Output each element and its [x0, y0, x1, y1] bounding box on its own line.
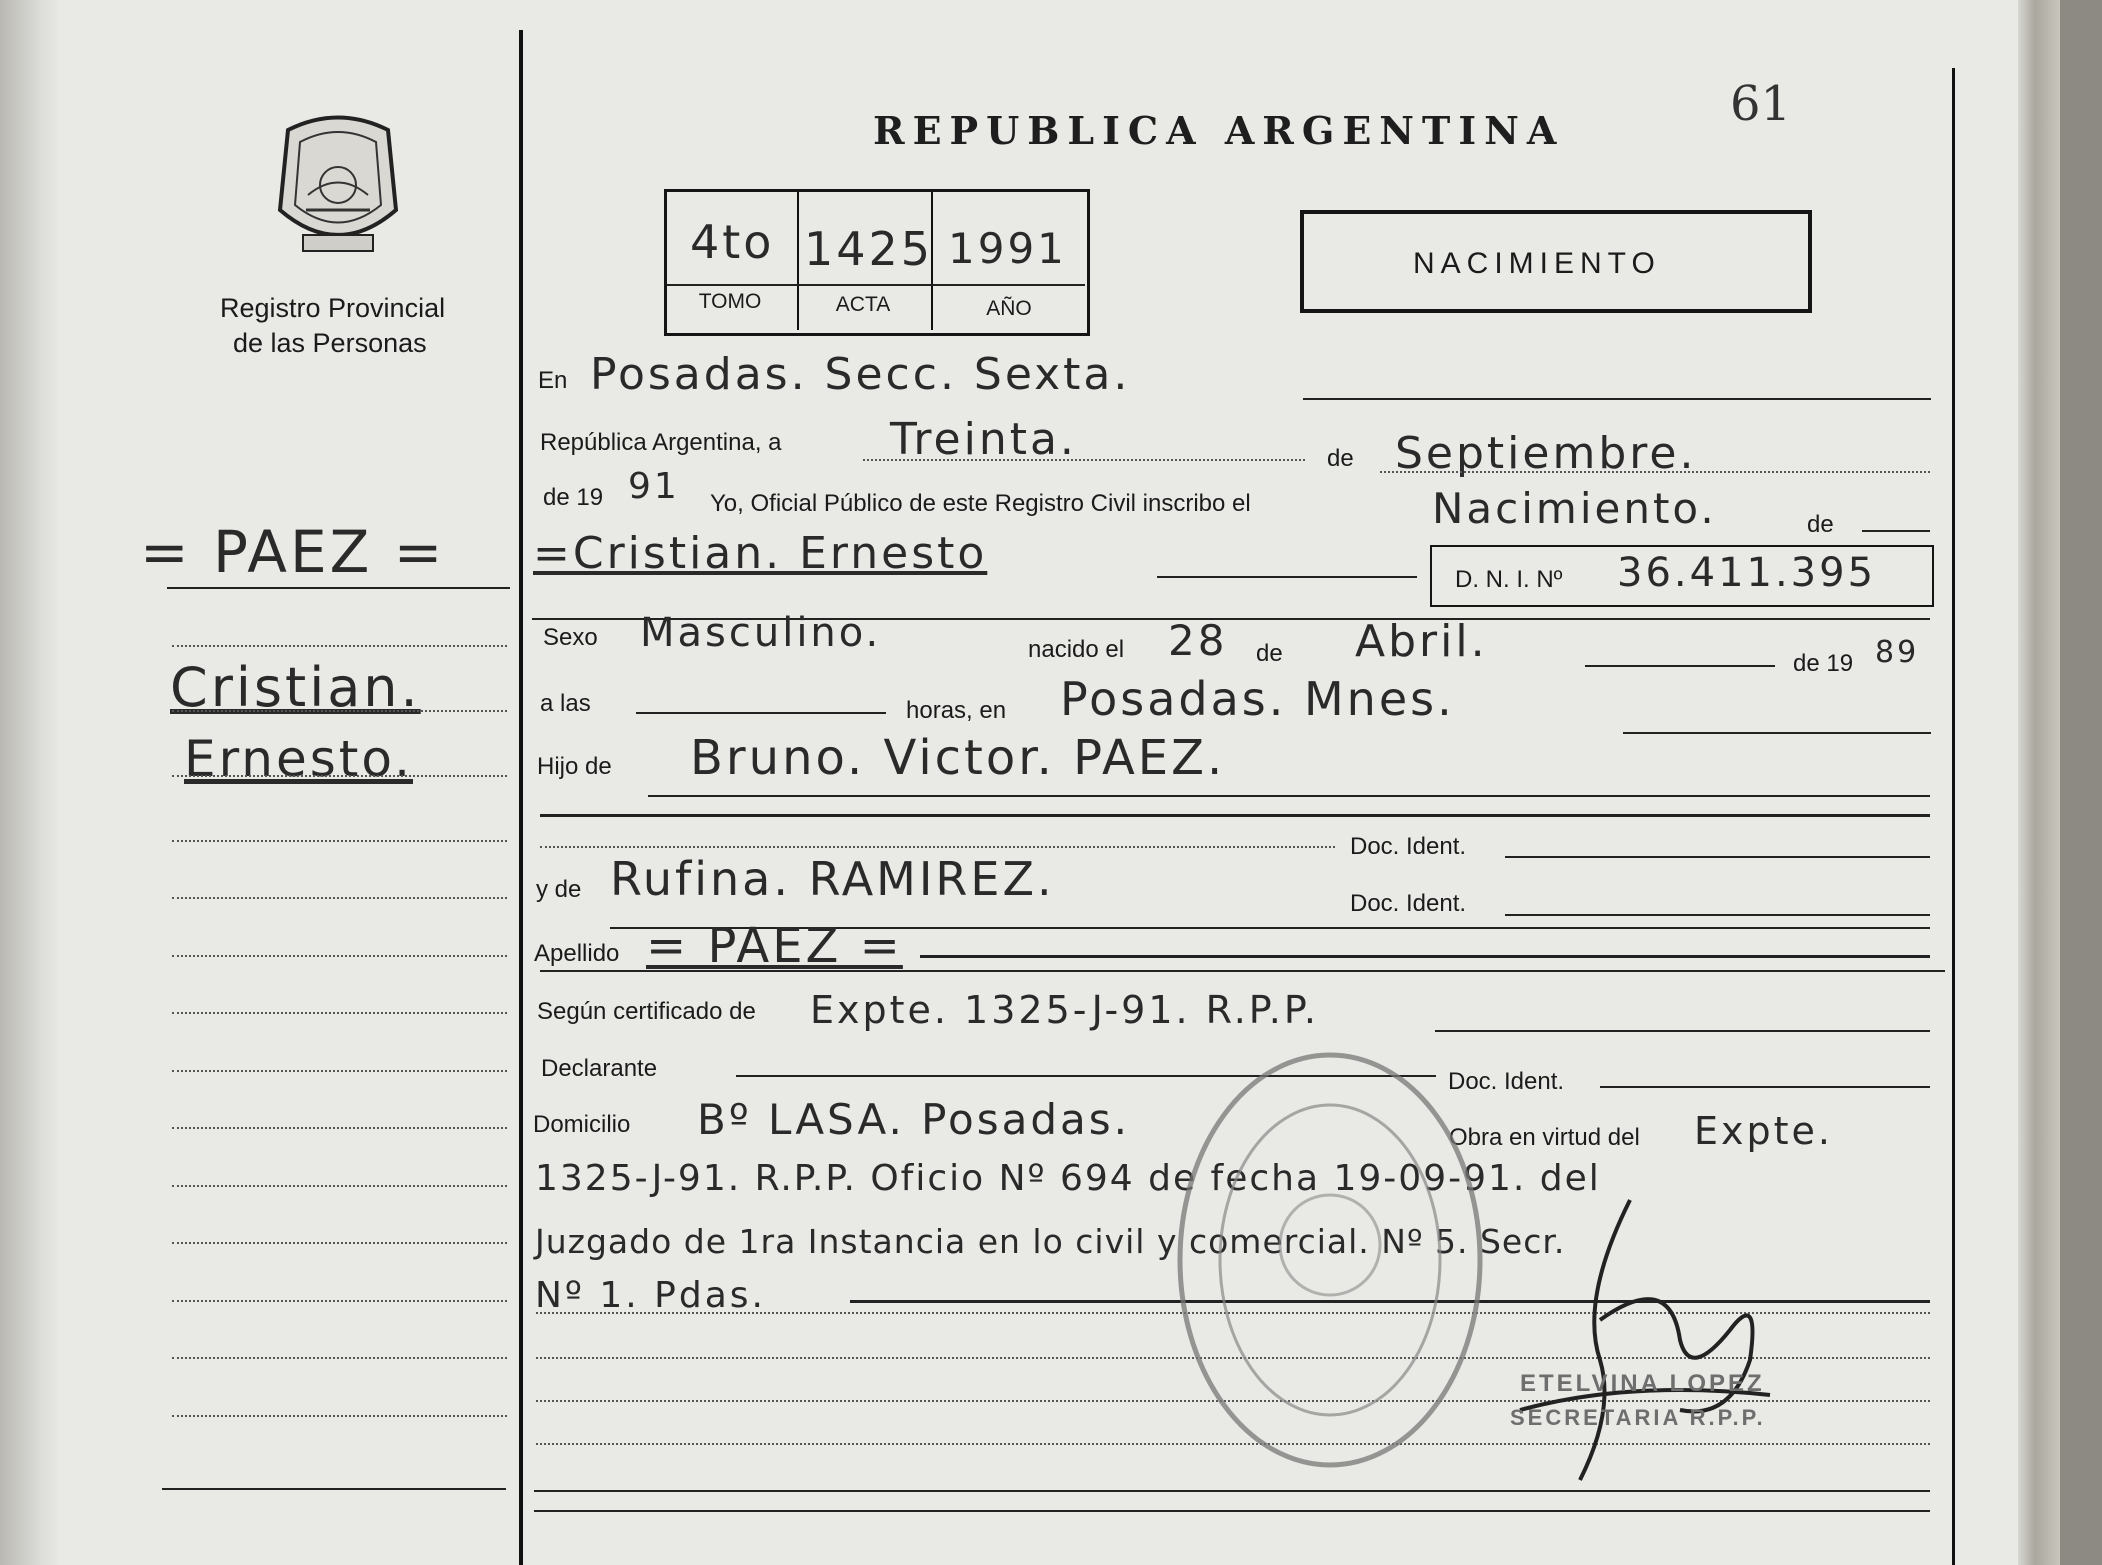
margin-line: [172, 710, 507, 712]
certificate-value: Expte. 1325-J-91. R.P.P.: [810, 988, 1319, 1032]
dni-label: D. N. I. Nº: [1455, 566, 1563, 593]
margin-rule: [162, 1488, 506, 1490]
signatory-title: SECRETARIA R.P.P.: [1510, 1405, 1766, 1430]
margin-line: [172, 897, 507, 899]
margin-line: [172, 1357, 507, 1359]
form-rule: [1600, 1086, 1930, 1088]
page-edge: [2018, 0, 2060, 1565]
notes-line-2: Juzgado de 1ra Instancia en lo civil y comercial. Nº 5. Secr.: [535, 1222, 1566, 1261]
de-label: de: [1327, 445, 1354, 472]
form-rule: [534, 1510, 1930, 1512]
fill-line: [1380, 471, 1930, 473]
domicilio-label: Domicilio: [533, 1111, 631, 1138]
en-label: En: [538, 367, 568, 394]
form-rule: [1303, 398, 1931, 400]
table-divider: [667, 284, 1085, 286]
doc-ident-label-3: Doc. Ident.: [1448, 1068, 1565, 1095]
de-label-2: de: [1807, 511, 1834, 538]
notes-line-3: Nº 1. Pdas.: [535, 1275, 766, 1316]
horas-label: horas, en: [906, 697, 1007, 724]
margin-line: [172, 840, 507, 842]
signature-icon: [1430, 1180, 1810, 1500]
margin-line: [172, 1070, 507, 1072]
form-rule: [636, 712, 886, 714]
fill-line: [540, 846, 1335, 848]
margin-surname: = PAEZ =: [140, 518, 446, 586]
country-title: REPUBLICA ARGENTINA: [873, 108, 1565, 153]
sexo-value: Masculino.: [640, 610, 882, 656]
acta-label: ACTA: [835, 293, 891, 316]
ano-value: 1991: [948, 224, 1067, 273]
doc-ident-label: Doc. Ident.: [1350, 833, 1467, 860]
birth-month-value: Abril.: [1355, 616, 1488, 667]
domicilio-value: Bº LASA. Posadas.: [697, 1095, 1130, 1144]
margin-line: [172, 775, 507, 777]
de19-label-2: de 19: [1793, 650, 1854, 677]
apellido-value: = PAEZ =: [646, 918, 903, 974]
book-binding: [0, 0, 58, 1565]
registered-name: =Cristian. Ernesto: [533, 528, 988, 579]
form-rule: [1862, 530, 1930, 532]
act-value: Nacimiento.: [1432, 484, 1717, 533]
page-number: 61: [1730, 76, 1792, 132]
notes-line-1: 1325-J-91. R.P.P. Oficio Nº 694 de fecha 19-09-91. del: [535, 1158, 1601, 1199]
birth-year-value: 89: [1875, 635, 1920, 670]
doc-ident-label-2: Doc. Ident.: [1350, 890, 1467, 917]
apellido-label: Apellido: [534, 940, 620, 967]
tomo-value: 4to: [690, 215, 775, 269]
form-rule: [1435, 1030, 1930, 1032]
form-rule: [1505, 856, 1930, 858]
y-de-label: y de: [536, 876, 582, 903]
margin-rule: [167, 587, 510, 589]
registry-name-line2: de las Personas: [233, 328, 427, 358]
record-type-label: NACIMIENTO: [1413, 247, 1661, 280]
registry-name-line1: Registro Provincial: [220, 293, 446, 323]
republica-label: República Argentina, a: [540, 429, 782, 456]
margin-given-name-1: Cristian.: [170, 656, 421, 719]
margin-given-name-2: Ernesto.: [184, 730, 413, 788]
year-value: 91: [628, 466, 680, 507]
margin-line: [172, 1300, 507, 1302]
form-rule: [648, 795, 1930, 797]
birth-place-value: Posadas. Mnes.: [1060, 672, 1455, 726]
provincial-seal-icon: [268, 110, 408, 265]
form-rule: [1585, 665, 1775, 667]
sexo-label: Sexo: [543, 624, 598, 651]
obra-value: Expte.: [1694, 1109, 1833, 1153]
right-frame-line: [1952, 68, 1955, 1565]
margin-line: [172, 1242, 507, 1244]
form-rule: [1623, 732, 1931, 734]
nacido-label: nacido el: [1028, 636, 1125, 663]
margin-line: [172, 1012, 507, 1014]
birth-day-value: 28: [1168, 616, 1228, 665]
form-rule: [1157, 576, 1417, 578]
acta-value: 1425: [804, 222, 934, 276]
form-rule: [1505, 914, 1930, 916]
mother-value: Rufina. RAMIREZ.: [610, 852, 1055, 906]
tomo-label: TOMO: [698, 290, 762, 313]
form-rule: [540, 970, 1945, 972]
yo-label: Yo, Oficial Público de este Registro Civil inscribo el: [710, 490, 1251, 517]
dni-value: 36.411.395: [1617, 550, 1877, 596]
margin-line: [172, 1127, 507, 1129]
form-rule: [920, 955, 1930, 958]
father-value: Bruno. Victor. PAEZ.: [690, 730, 1226, 786]
day-value: Treinta.: [890, 414, 1077, 465]
declarante-label: Declarante: [541, 1055, 658, 1082]
hijo-label: Hijo de: [537, 753, 612, 780]
obra-label: Obra en virtud del: [1449, 1124, 1640, 1151]
place-value: Posadas. Secc. Sexta.: [590, 349, 1131, 400]
signatory-name: ETELVINA LOPEZ: [1520, 1370, 1765, 1397]
margin-line: [172, 955, 507, 957]
fill-line: [863, 459, 1305, 461]
left-frame-line: [519, 30, 523, 1565]
margin-line: [172, 1415, 507, 1417]
de-label-3: de: [1256, 640, 1283, 667]
margin-line: [172, 645, 507, 647]
de19-label: de 19: [543, 484, 604, 511]
month-value: Septiembre.: [1395, 428, 1697, 479]
form-rule: [540, 814, 1930, 817]
margin-line: [172, 1185, 507, 1187]
segun-label: Según certificado de: [537, 998, 756, 1025]
ano-label: AÑO: [986, 297, 1032, 320]
a-las-label: a las: [540, 690, 591, 717]
